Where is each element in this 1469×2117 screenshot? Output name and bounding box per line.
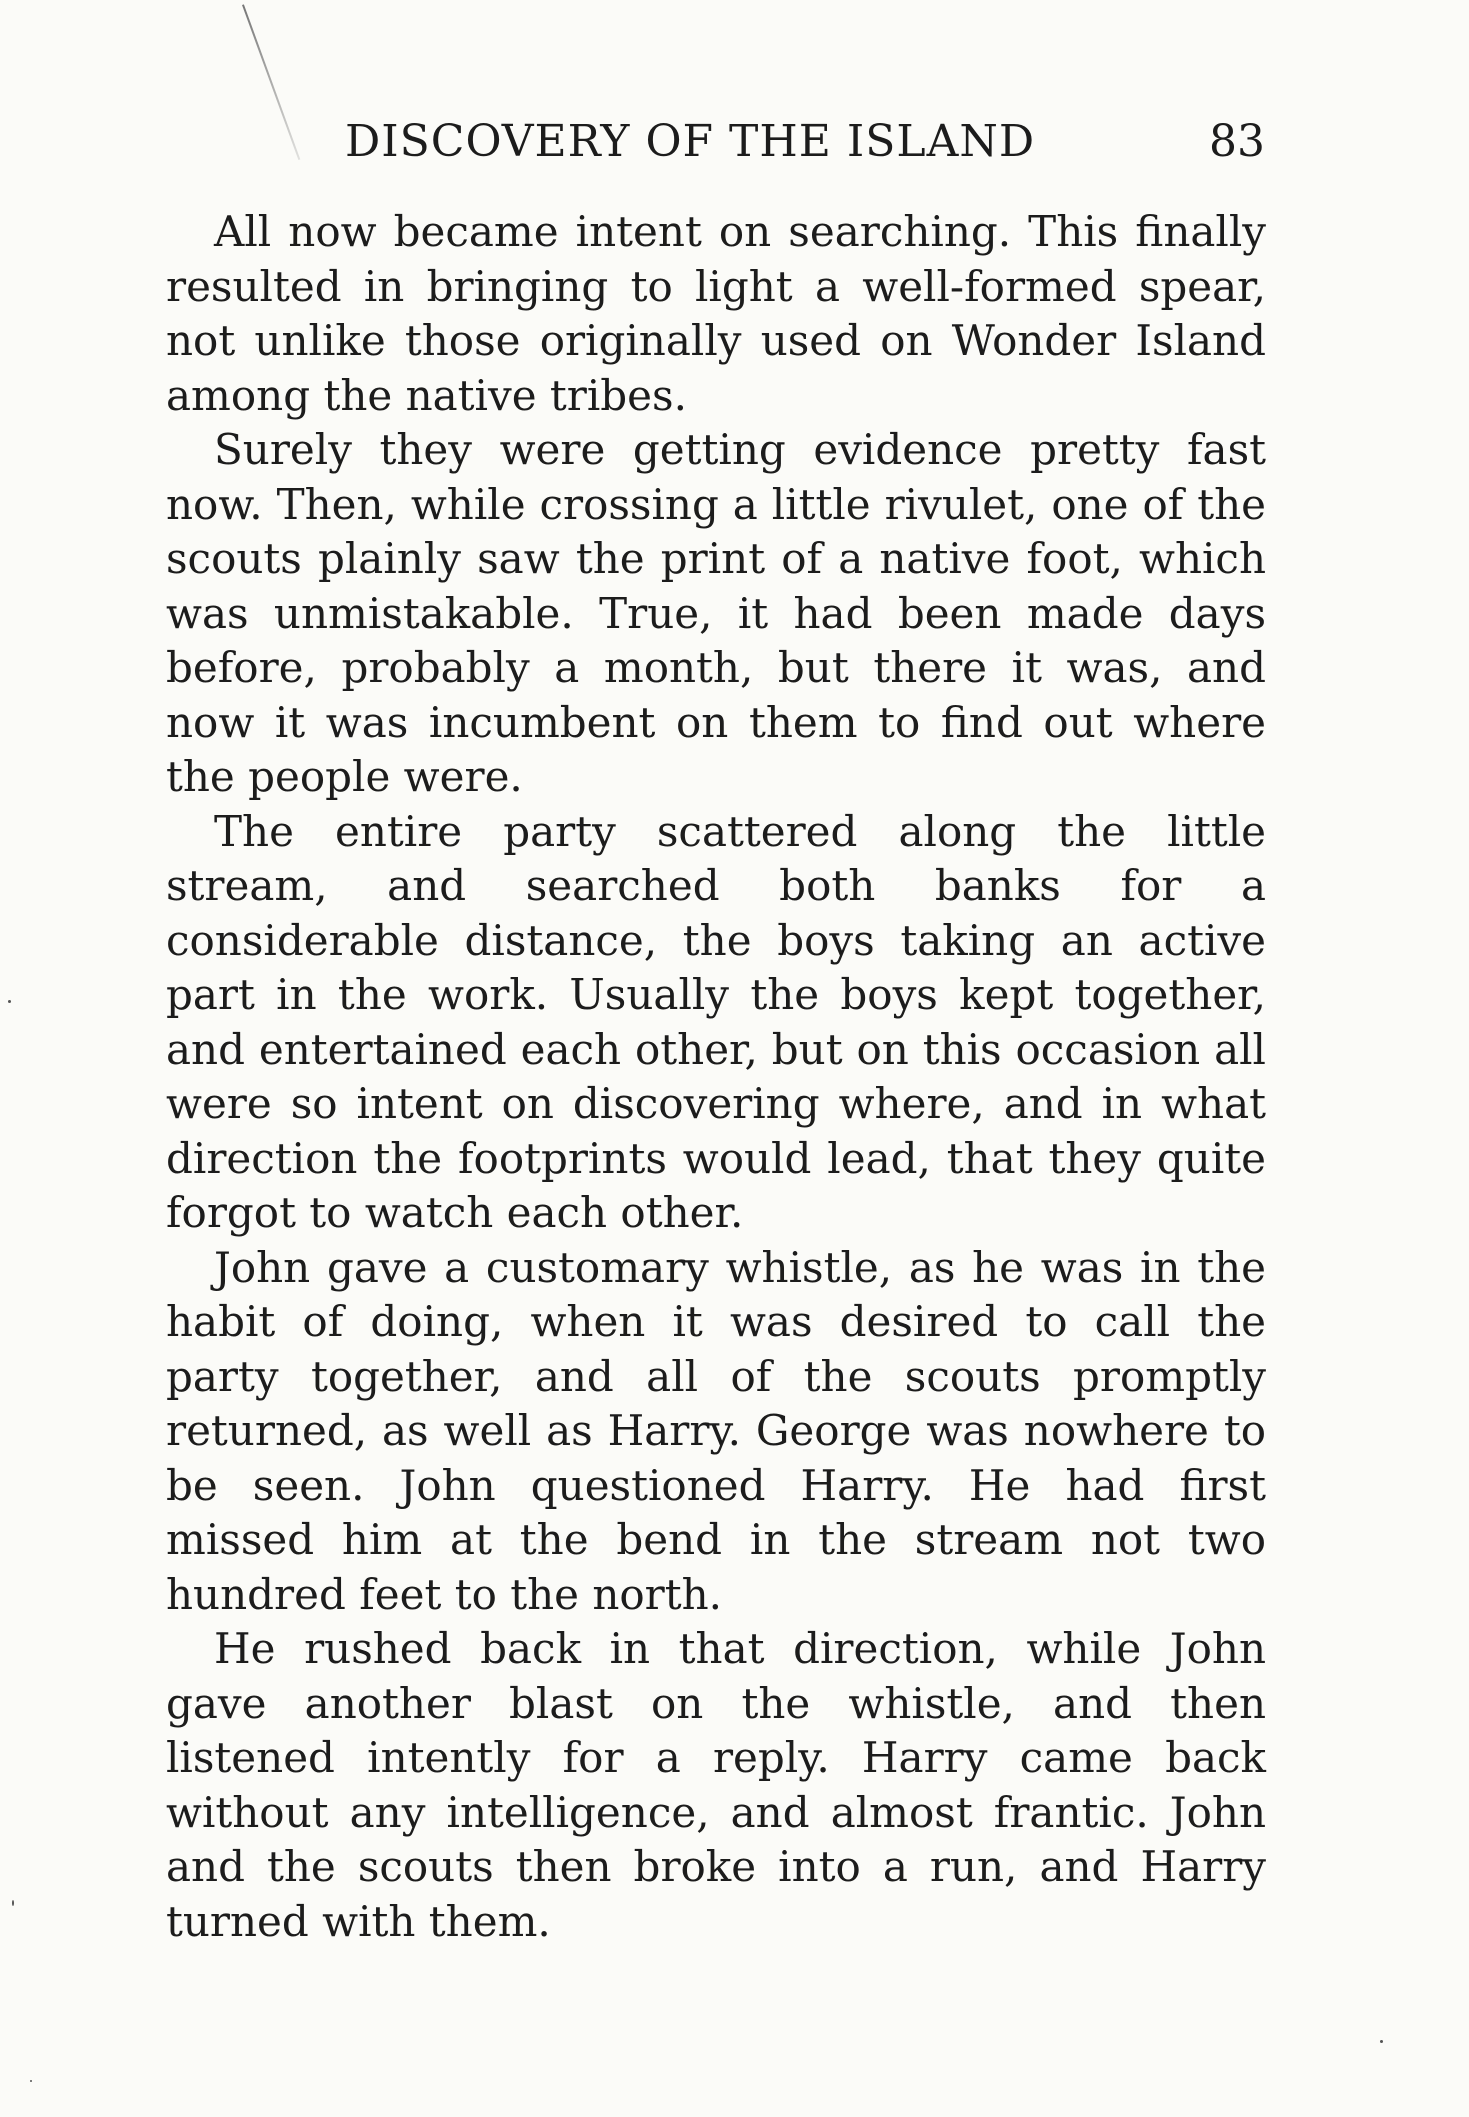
paragraph: The entire party scattered along the little stream, and searched both banks for a considerable distance, the boys taking an active part in the work. Usually the boys kept together, and entertained each other, but on this occasion all were so intent on discovering where, and in what direction the footprints would lead, that they quite forgot to watch each other. (166, 806, 1266, 1237)
paragraph: John gave a customary whistle, as he was in the habit of doing, when it was desired to call the party together, and all of the scouts promptly returned, as well as Harry. George was nowhere to be seen. John questioned Harry. He had first missed him at the bend in the stream not two hundred feet to the north. (166, 1242, 1266, 1619)
page-body (166, 205, 1266, 1949)
paper-speck (12, 1900, 14, 1906)
paragraph: He rushed back in that direction, while John gave another blast on the whistle, and then listened intently for a reply. Harry came back without any intelligence, and almost frantic. John and the scouts then broke into a run, and Harry turned with them. (166, 1624, 1266, 1946)
paper-speck (1380, 2040, 1383, 2043)
page-crease-mark (242, 4, 300, 160)
paper-speck (8, 1000, 11, 1003)
paper-speck (30, 2080, 32, 2082)
running-title: DISCOVERY OF THE ISLAND (345, 116, 1036, 167)
page-number: 83 (1209, 116, 1265, 167)
paragraph: All now became intent on searching. This finally resulted in bringing to light a well-formed spear, not unlike those originally used on Wonder Island among the native tribes. (166, 207, 1266, 420)
page-header (345, 112, 1265, 172)
paragraph: Surely they were getting evidence pretty fast now. Then, while crossing a little rivulet, one of the scouts plainly saw the print of a native foot, which was unmistakable. True, it had been made days before, probably a month, but there it was, and now it was incumbent on them to find out where the people were. (166, 425, 1266, 801)
